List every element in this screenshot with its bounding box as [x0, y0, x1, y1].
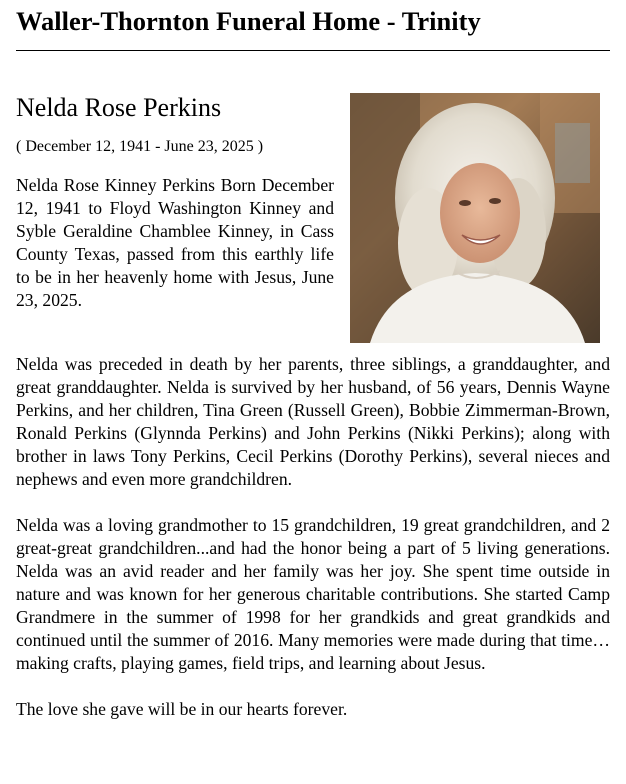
obituary-paragraph-closing: The love she gave will be in our hearts forever.	[16, 699, 348, 719]
life-dates: ( December 12, 1941 - June 23, 2025 )	[16, 138, 264, 155]
header-divider	[16, 50, 610, 51]
portrait-photo-icon	[350, 93, 600, 343]
obituary-paragraph-life: Nelda was a loving grandmother to 15 grandchildren, 19 great grandchildren, and 2 great-great grandchildren...and had the honor being a part of 5 living generations. Nelda was an avid reader and her family was her joy. She spent time outside in nature and was known for her generous charitable contributions. She started Camp Grandmere in the summer of 1998 for her grandkids and great grandkids and continued until the summer of 2016. Many memories were made during that time… making crafts, playing games, field trips, and learning about Jesus.	[16, 515, 610, 673]
portrait-photo-icon	[350, 93, 600, 343]
deceased-name: Nelda Rose Perkins	[16, 93, 222, 122]
page	[16, 0, 610, 721]
obituary-paragraph-family: Nelda was preceded in death by her parents, three siblings, a granddaughter, and great granddaughter. Nelda is survived by her husband, of 56 years, Dennis Wayne Perkins, and her children, Tina Green (Russell Green), Bobbie Zimmerman-Brown, Ronald Perkins (Glynnda Perkins) and John Perkins (Nikki Perkins); along with brother in laws Tony Perkins, Cecil Perkins (Dorothy Perkins), several nieces and nephews and even more grandchildren.	[16, 354, 610, 489]
obituary-paragraph-birth: Nelda Rose Kinney Perkins Born December 12, 1941 to Floyd Washington Kinney and Syble Geraldine Chamblee Kinney, in Cass County Texas, passed from this earthly life to be in her heavenly home with Jesus, June 23, 2025.	[16, 175, 334, 310]
site-title[interactable]: Waller-Thornton Funeral Home - Trinity	[16, 6, 481, 36]
obituary-content	[16, 93, 610, 721]
